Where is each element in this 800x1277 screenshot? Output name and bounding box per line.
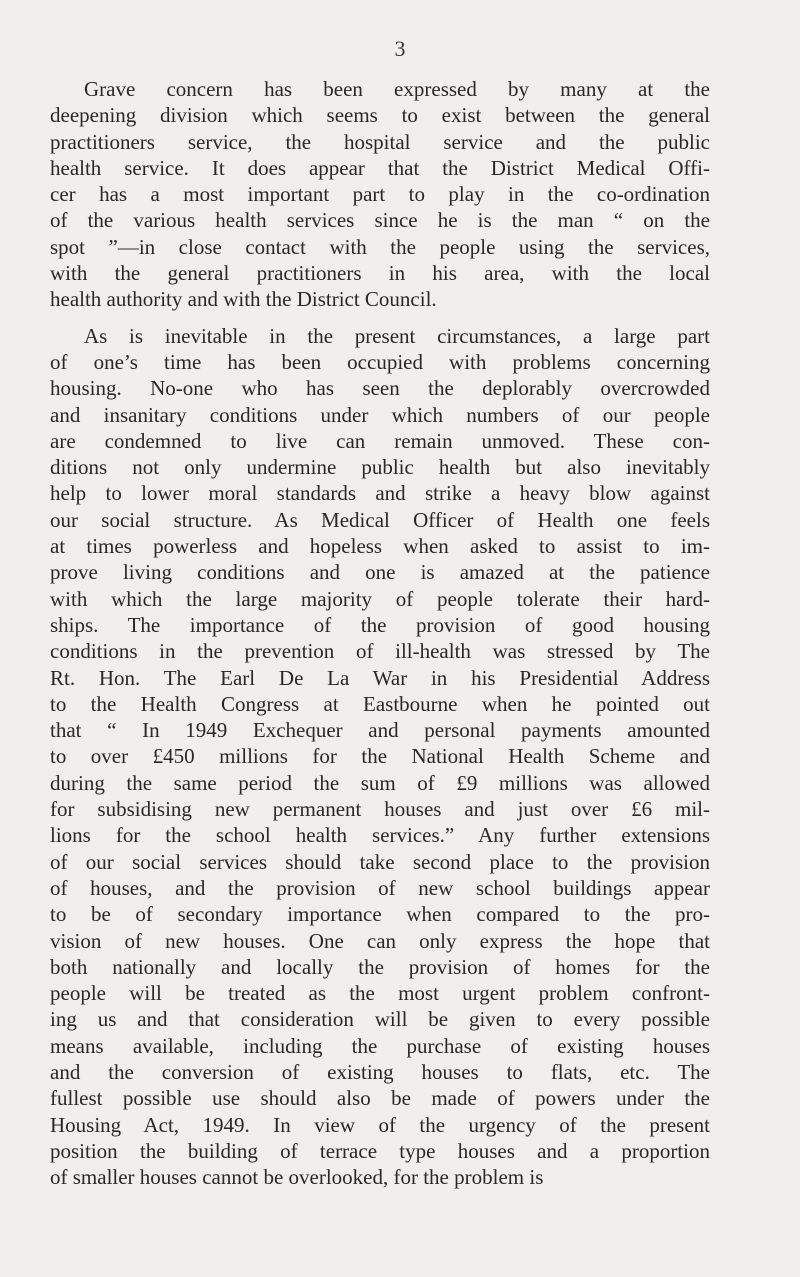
text-line: to over £450 millions for the National Health Scheme and xyxy=(50,744,710,769)
text-line: position the building of terrace type houses and a proportion xyxy=(50,1138,710,1163)
text-line: are condemned to live can remain unmoved. These con- xyxy=(50,428,710,453)
paragraph-gap xyxy=(50,313,710,323)
text-line: and the conversion of existing houses to flats, etc. The xyxy=(50,1059,710,1084)
page-number: 3 xyxy=(394,36,406,61)
text-line: ditions not only undermine public health but also inevitably xyxy=(50,455,710,480)
text-line: that “ In 1949 Exchequer and personal payments amounted xyxy=(50,718,710,743)
text-line: cer has a most important part to play in the co-ordination xyxy=(50,182,710,207)
text-line: help to lower moral standards and strike a heavy blow against xyxy=(50,481,710,506)
text-line: to the Health Congress at Eastbourne when he pointed out xyxy=(50,691,710,716)
text-line: As is inevitable in the present circumstances, a large part xyxy=(84,323,710,348)
text-line: spot ”—in close contact with the people using the services, xyxy=(50,234,710,259)
text-line: with the general practitioners in his area, with the local xyxy=(50,261,710,286)
text-line: at times powerless and hopeless when asked to assist to im- xyxy=(50,534,710,559)
text-line: people will be treated as the most urgent problem confront- xyxy=(50,981,710,1006)
text-line: our social structure. As Medical Officer of Health one feels xyxy=(50,507,710,532)
text-line: to be of secondary importance when compared to the pro- xyxy=(50,902,710,927)
text-line: health service. It does appear that the District Medical Offi- xyxy=(50,155,710,180)
text-line: with which the large majority of people tolerate their hard- xyxy=(50,586,710,611)
text-line: conditions in the prevention of ill-health was stressed by The xyxy=(50,639,710,664)
text-line: housing. No-one who has seen the deplorably overcrowded xyxy=(50,376,710,401)
text-line: ing us and that consideration will be given to every possible xyxy=(50,1007,710,1032)
text-line: deepening division which seems to exist between the general xyxy=(50,103,710,128)
text-line: lions for the school health services.” Any further extensions xyxy=(50,823,710,848)
body-text xyxy=(50,76,710,1190)
text-line: of the various health services since he is the man “ on the xyxy=(50,208,710,233)
text-line: Rt. Hon. The Earl De La War in his Presidential Address xyxy=(50,665,710,690)
text-line: vision of new houses. One can only express the hope that xyxy=(50,928,710,953)
text-line: means available, including the purchase of existing houses xyxy=(50,1033,710,1058)
text-line: fullest possible use should also be made of powers under the xyxy=(50,1086,710,1111)
text-line: prove living conditions and one is amazed at the patience xyxy=(50,560,710,585)
text-line: both nationally and locally the provision of homes for the xyxy=(50,954,710,979)
text-line: during the same period the sum of £9 millions was allowed xyxy=(50,770,710,795)
text-line: of one’s time has been occupied with problems concerning xyxy=(50,349,710,374)
text-line: of smaller houses cannot be overlooked, for the problem is xyxy=(50,1165,544,1190)
text-line: of houses, and the provision of new school buildings appear xyxy=(50,875,710,900)
text-line: practitioners service, the hospital service and the public xyxy=(50,129,710,154)
text-line: Grave concern has been expressed by many at the xyxy=(84,77,710,101)
text-line: and insanitary conditions under which numbers of our people xyxy=(50,402,710,427)
text-line: of our social services should take second place to the provision xyxy=(50,849,710,874)
paragraph xyxy=(50,76,710,313)
text-line: Housing Act, 1949. In view of the urgency of the present xyxy=(50,1112,710,1137)
text-line: for subsidising new permanent houses and just over £6 mil- xyxy=(50,797,710,822)
text-line: ships. The importance of the provision of good housing xyxy=(50,612,710,637)
text-line: health authority and with the District Council. xyxy=(50,287,437,312)
paragraph xyxy=(50,323,710,1191)
